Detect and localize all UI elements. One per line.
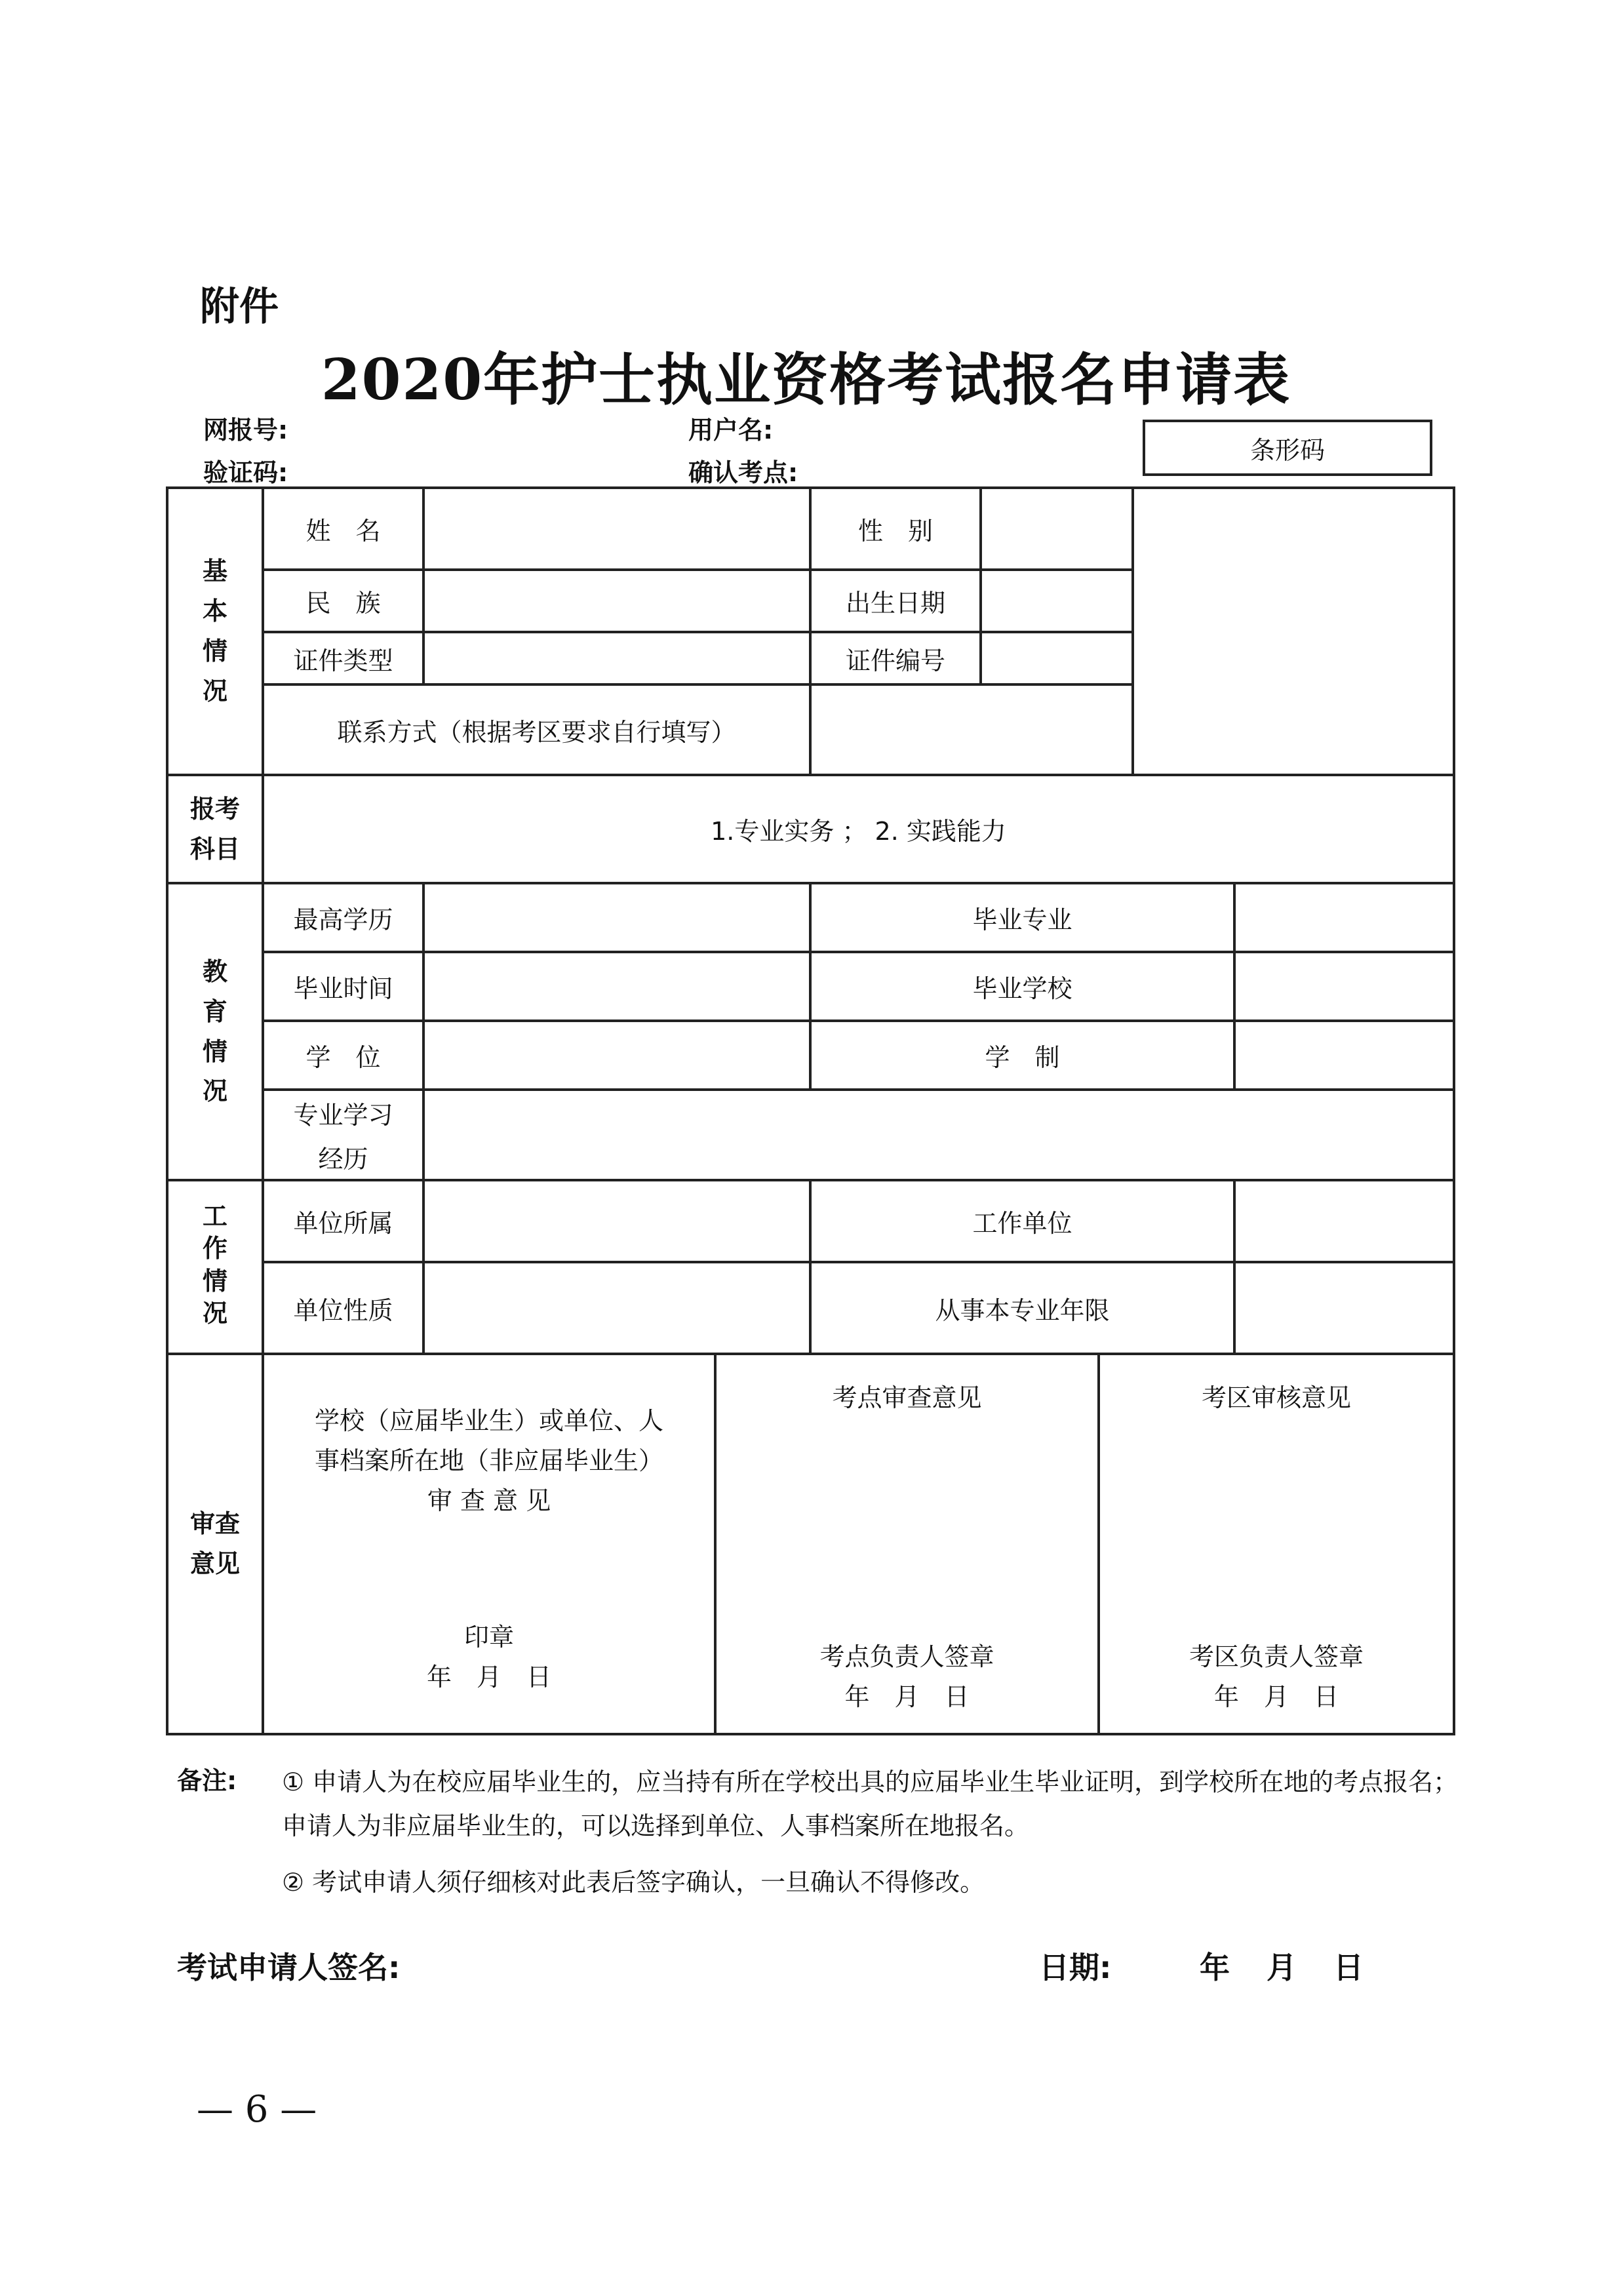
subjects-content: 1.专业实务 ； 2. 实践能力 [263,775,1454,883]
study-history-label-line2: 经历 [318,1145,368,1174]
site-review-cell [715,1354,1099,1734]
major-label: 毕业专业 [810,883,1234,952]
net-id-label: 网报号: [203,416,288,445]
study-history-label [263,1090,423,1180]
school-review-cell [263,1354,715,1734]
grad-time-label: 毕业时间 [263,952,423,1021]
photo-box [1133,488,1454,775]
birth-date-label: 出生日期 [810,570,981,632]
notes-label: 备注: [177,1766,237,1795]
page-title: 2020年护士执业资格考试报名申请表 [321,347,1291,413]
birth-date-field[interactable] [981,570,1133,632]
grad-time-field[interactable] [423,952,810,1021]
section-subjects: 报考科目 [167,775,263,883]
school-label: 毕业学校 [810,952,1234,1021]
confirm-site-label: 确认考点: [688,458,798,487]
id-number-label: 证件编号 [810,632,981,684]
date-value: 年 月 日 [1200,1950,1364,1985]
name-field[interactable] [423,488,810,570]
signature-label: 考试申请人签名: [177,1950,401,1985]
school-opinion-line3: 审 查 意 见 [427,1486,551,1515]
unit-affiliation-field[interactable] [423,1180,810,1262]
section-basic-info: 基本情况 [167,488,263,775]
gender-label: 性 别 [810,488,981,570]
work-unit-field[interactable] [1234,1180,1454,1262]
major-field[interactable] [1234,883,1454,952]
ethnicity-label: 民 族 [263,570,423,632]
site-opinion-label: 考点审查意见 [832,1383,982,1412]
degree-field[interactable] [423,1021,810,1090]
duration-field[interactable] [1234,1021,1454,1090]
note-2: ② 考试申请人须仔细核对此表后签字确认，一旦确认不得修改。 [282,1868,985,1897]
id-number-field[interactable] [981,632,1133,684]
unit-nature-field[interactable] [423,1262,810,1354]
degree-label: 学 位 [263,1021,423,1090]
unit-affiliation-label: 单位所属 [263,1180,423,1262]
section-review: 审查意见 [167,1354,263,1734]
note-1: ① 申请人为在校应届毕业生的，应当持有所在学校出具的应届毕业生毕业证明，到学校所在地的考点报名；申请人为非应届毕业生的，可以选择到单位、人事档案所在地报名。 [282,1768,1459,1840]
highest-degree-label: 最高学历 [263,883,423,952]
work-unit-label: 工作单位 [810,1180,1234,1262]
highest-degree-field[interactable] [423,883,810,952]
contact-label: 联系方式（根据考区要求自行填写） [263,684,810,775]
id-type-label: 证件类型 [263,632,423,684]
region-review-cell [1099,1354,1454,1734]
id-type-field[interactable] [423,632,810,684]
contact-field[interactable] [810,684,1133,775]
region-date-label: 年 月 日 [1214,1682,1339,1711]
section-education: 教育情况 [167,883,263,1180]
school-seal-label: 印章 [463,1623,514,1652]
verify-code-label: 验证码: [203,458,288,487]
section-work: 工作情况 [167,1180,263,1354]
username-label: 用户名: [688,416,774,445]
study-history-field[interactable] [423,1090,1454,1180]
years-field[interactable] [1234,1262,1454,1354]
years-label: 从事本专业年限 [810,1262,1234,1354]
site-sign-label: 考点负责人签章 [819,1642,994,1671]
site-date-label: 年 月 日 [844,1682,970,1711]
region-opinion-label: 考区审核意见 [1202,1383,1352,1412]
duration-label: 学 制 [810,1021,1234,1090]
region-sign-label: 考区负责人签章 [1189,1642,1364,1671]
gender-field[interactable] [981,488,1133,570]
school-field[interactable] [1234,952,1454,1021]
name-label: 姓 名 [263,488,423,570]
page-number: — 6 — [197,2088,317,2131]
barcode-label: 条形码 [1249,435,1325,465]
barcode-box [1143,420,1432,476]
application-form-table [166,486,1455,1735]
school-opinion-line1: 学校（应届毕业生）或单位、人 [314,1406,663,1435]
study-history-label-line1: 专业学习 [293,1101,393,1130]
attachment-label: 附件 [200,284,279,330]
ethnicity-field[interactable] [423,570,810,632]
school-opinion-line2: 事档案所在地（非应届毕业生） [314,1446,663,1475]
school-date-label: 年 月 日 [426,1662,551,1692]
unit-nature-label: 单位性质 [263,1262,423,1354]
date-label: 日期: [1039,1950,1112,1985]
